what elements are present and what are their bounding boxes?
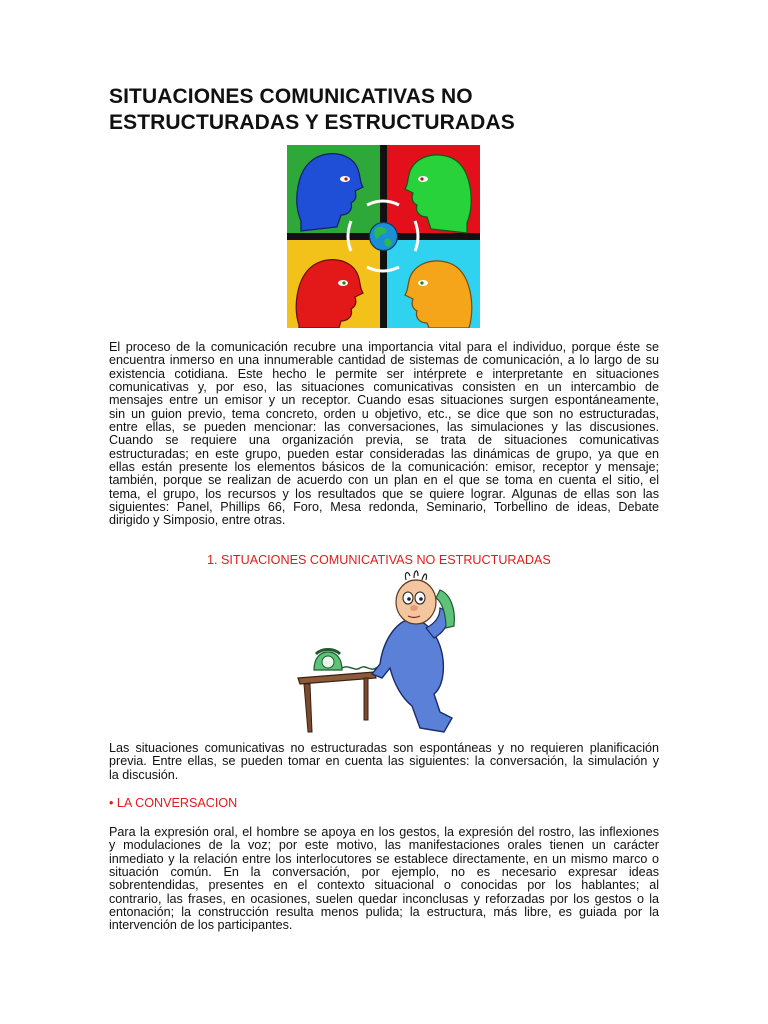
- title-line-2: ESTRUCTURADAS Y ESTRUCTURADAS: [109, 111, 515, 134]
- section-1-paragraph: [109, 742, 659, 782]
- paragraph-line: y modulaciones de la voz; por este motivo, las manifestaciones orales tienen un carácter: [109, 838, 659, 853]
- page-title: [109, 84, 669, 136]
- paragraph-line: encuentra inmerso en una innumerable cantidad de sistemas de comunicación, a lo largo de su: [109, 353, 659, 368]
- paragraph-line: contrario, las frases, en ocasiones, suelen quedar inconclusas y reforzadas por los gestos o la: [109, 891, 659, 906]
- paragraph-line: previa. Entre ellas, se pueden tomar en cuenta las siguientes: la conversación, la simulación y: [109, 754, 659, 769]
- section-1-heading: 1. SITUACIONES COMUNICATIVAS NO ESTRUCTURADAS: [207, 553, 551, 567]
- phone-man-illustration: [294, 568, 480, 738]
- paragraph-line: la discusión.: [109, 767, 179, 782]
- four-heads-illustration: [287, 145, 480, 328]
- paragraph-line: estructuradas; en este grupo, pueden estar consideradas las dinámicas de grupo, ya que en: [109, 446, 659, 461]
- paragraph-line: también, porque se realizan de acuerdo con un plan en el que se toma en cuenta el sitio, el: [109, 473, 659, 488]
- paragraph-line: mensajes entre un emisor y un receptor. Cuando esas situaciones surgen espontáneamente,: [109, 393, 659, 408]
- paragraph-line: ellas están presente los elementos básicos de la comunicación: emisor, receptor y mensaje;: [109, 460, 659, 475]
- paragraph-line: situación común. En la conversación, por ejemplo, no es necesario expresar ideas: [109, 865, 659, 880]
- globe-icon: [370, 223, 398, 251]
- paragraph-line: siguientes: Panel, Phillips 66, Foro, Mesa redonda, Seminario, Torbellino de ideas, Debate: [109, 500, 659, 515]
- title-line-1: SITUACIONES COMUNICATIVAS NO: [109, 85, 473, 108]
- paragraph-line: Para la expresión oral, el hombre se apoya en los gestos, la expresión del rostro, las inflexiones: [109, 825, 659, 839]
- intro-paragraph: [109, 341, 659, 528]
- paragraph-line: comunicativas y, por eso, las situaciones comunicativas consisten en un intercambio de: [109, 380, 659, 395]
- paragraph-line: intervención de los participantes.: [109, 918, 293, 933]
- paragraph-line: existencia cotidiana. Este hecho le permite ser intérprete e interpretante en situaciones: [109, 366, 659, 381]
- conversation-paragraph: [109, 826, 659, 933]
- communication-illustration: [287, 145, 480, 328]
- paragraph-line: Las situaciones comunicativas no estructuradas son espontáneas y no requieren planificación: [109, 741, 659, 755]
- paragraph-line: sobrentendidas, presentes en el contexto situacional o conocidas por los hablantes; al: [109, 878, 659, 893]
- paragraph-line: dirigido y Simposio, entre otras.: [109, 513, 286, 528]
- paragraph-line: Cuando se requiere una organización previa, se trata de situaciones comunicativas: [109, 433, 659, 448]
- paragraph-line: tema, el grupo, los recursos y los resultados que se quiere lograr. Algunas de ellas son las: [109, 486, 659, 501]
- conversation-heading: • LA CONVERSACION: [109, 796, 238, 810]
- paragraph-line: El proceso de la comunicación recubre una importancia vital para el individuo, porque éste se: [109, 340, 659, 354]
- paragraph-line: inmediato y la relación entre los interlocutores se establece directamente, en un mismo marco o: [109, 851, 659, 866]
- paragraph-line: entonación; la construcción resulta menos pulida; la estructura, más libre, es guiada por la: [109, 905, 659, 920]
- paragraph-line: sin un guion previo, tema concreto, orden u objetivo, etc., se dice que son no estructuradas,: [109, 406, 659, 421]
- paragraph-line: entre ellas, se pueden mencionar: las conversaciones, las simulaciones y las discusiones.: [109, 420, 659, 435]
- cartoon-phone-icon: [294, 568, 480, 738]
